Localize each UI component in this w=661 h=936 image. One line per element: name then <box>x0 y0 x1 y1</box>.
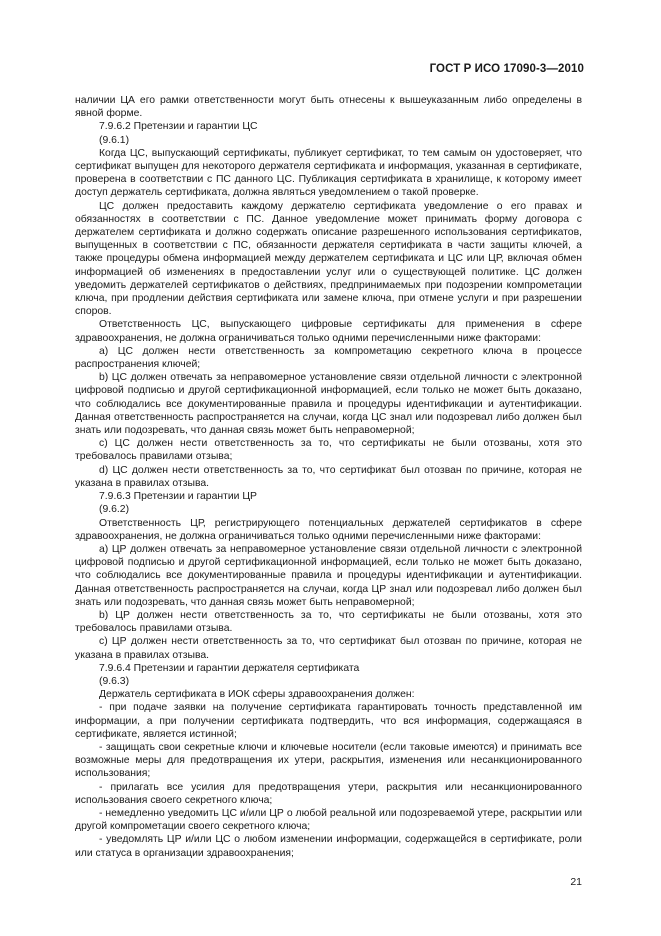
paragraph: наличии ЦА его рамки ответственности могут быть отнесены к вышеуказанным либо определены в явной форме. <box>75 95 582 120</box>
list-item: a) ЦС должен нести ответственность за компрометацию секретного ключа в процессе распространения ключей; <box>75 345 582 371</box>
page-number: 21 <box>570 876 582 888</box>
list-item: - прилагать все усилия для предотвращения утери, раскрытия или несанкционированного использования своего секретного ключа; <box>75 781 582 806</box>
paragraph: Держатель сертификата в ИОК сферы здравоохранения должен: <box>99 689 415 701</box>
list-item: c) ЦР должен нести ответственность за то, что сертификат был отозван по причине, которая не указана в правилах отзыва. <box>75 636 582 661</box>
list-item: - уведомлять ЦР и/или ЦС о любом изменении информации, содержащейся в сертификате, роли или статуса в организации здравоохранения; <box>75 834 582 859</box>
list-item: - немедленно уведомить ЦС и/или ЦР о любой реальной или подозреваемой утере, раскрытии или другой компрометации своего секретного ключа; <box>75 807 582 833</box>
list-item: - при подаче заявки на получение сертификата гарантировать точность представленной им информации, а при получении сертификата подтвердить, что вся информация, содержащаяся в сертификате, является истинной; <box>75 702 582 740</box>
standard-header: ГОСТ Р ИСО 17090-3—2010 <box>429 63 584 75</box>
list-item: a) ЦР должен отвечать за неправомерное установление связи отдельной личности с электронной цифровой подписью и другой сертификационной информацией, если только не может быть доказано, что соблюдались все документированные правила и процедуры идентификации и аутентификации. Данная ответственность распространяется на случаи, когда ЦР знал или подозревал либо должен был знать или подозревать, что данная связь может быть неправомерной; <box>75 543 582 608</box>
paragraph: Когда ЦС, выпускающий сертификаты, публикует сертификат, то тем самым он удостоверяет, что сертификат выпущен для некоторого держателя сертификата и информация, указанная в сертификате, проверена в соответствии с ПС данного ЦС. Публикация сертификата в хранилище, к которому имеет доступ держатель сертификата, должна являться уведомлением о такой проверке. <box>75 147 582 199</box>
list-item: b) ЦР должен нести ответственность за то, что сертификаты не были отозваны, хотя это требовалось правилами отзыва. <box>75 609 582 635</box>
document-body <box>75 94 582 860</box>
list-item: d) ЦС должен нести ответственность за то, что сертификат был отозван по причине, которая не указана в правилах отзыва. <box>75 464 582 489</box>
section-reference: (9.6.1) <box>99 134 130 146</box>
section-reference: (9.6.2) <box>99 504 130 516</box>
paragraph: Ответственность ЦР, регистрирующего потенциальных держателей сертификатов в сфере здравоохранения, не должна ограничиваться только одними перечисленными ниже факторами: <box>75 517 582 542</box>
section-reference: (9.6.3) <box>99 675 130 687</box>
list-item: c) ЦС должен нести ответственность за то, что сертификаты не были отозваны, хотя это требовалось правилами отзыва; <box>75 438 582 463</box>
paragraph: Ответственность ЦС, выпускающего цифровые сертификаты для применения в сфере здравоохранения, не должна ограничиваться только одними перечисленными ниже факторами: <box>75 319 582 344</box>
list-item: - защищать свои секретные ключи и ключевые носители (если таковые имеются) и принимать все возможные меры для предотвращения их утери, раскрытия, изменения или несанкционированного использования; <box>75 741 582 780</box>
paragraph: ЦС должен предоставить каждому держателю сертификата уведомление о его правах и обязанностях в соответствии с ПС. Данное уведомление может принимать форму договора с держателем сертификата и должно содержать описание разрешенного использования сертификатов, выпущенных в соответствии с ПС, обязанности держателя сертификата в части защиты ключей, а также процедуры обмена информацией между держателем сертификата и ЦС или ЦР, включая обмен информацией об изменениях в предоставлении услуг или о существующей политике. ЦС должен уведомить держателей сертификатов о действиях, предпринимаемых при подозрении компрометации ключа, при продлении действия сертификата или замене ключа, при отмене услуги и при разрешении споров. <box>75 200 582 318</box>
section-heading: 7.9.6.2 Претензии и гарантии ЦС <box>99 121 258 133</box>
list-item: b) ЦС должен отвечать за неправомерное установление связи отдельной личности с электронной цифровой подписью и другой сертификационной информацией, если только не может быть доказано, что соблюдались все документированные правила и процедуры идентификации и аутентификации. Данная ответственность распространяется на случаи, когда ЦС знал или подозревал либо должен был знать или подозревать, что данная связь может быть неправомерной; <box>75 372 582 437</box>
section-heading: 7.9.6.4 Претензии и гарантии держателя сертификата <box>99 662 360 674</box>
section-heading: 7.9.6.3 Претензии и гарантии ЦР <box>99 491 257 503</box>
